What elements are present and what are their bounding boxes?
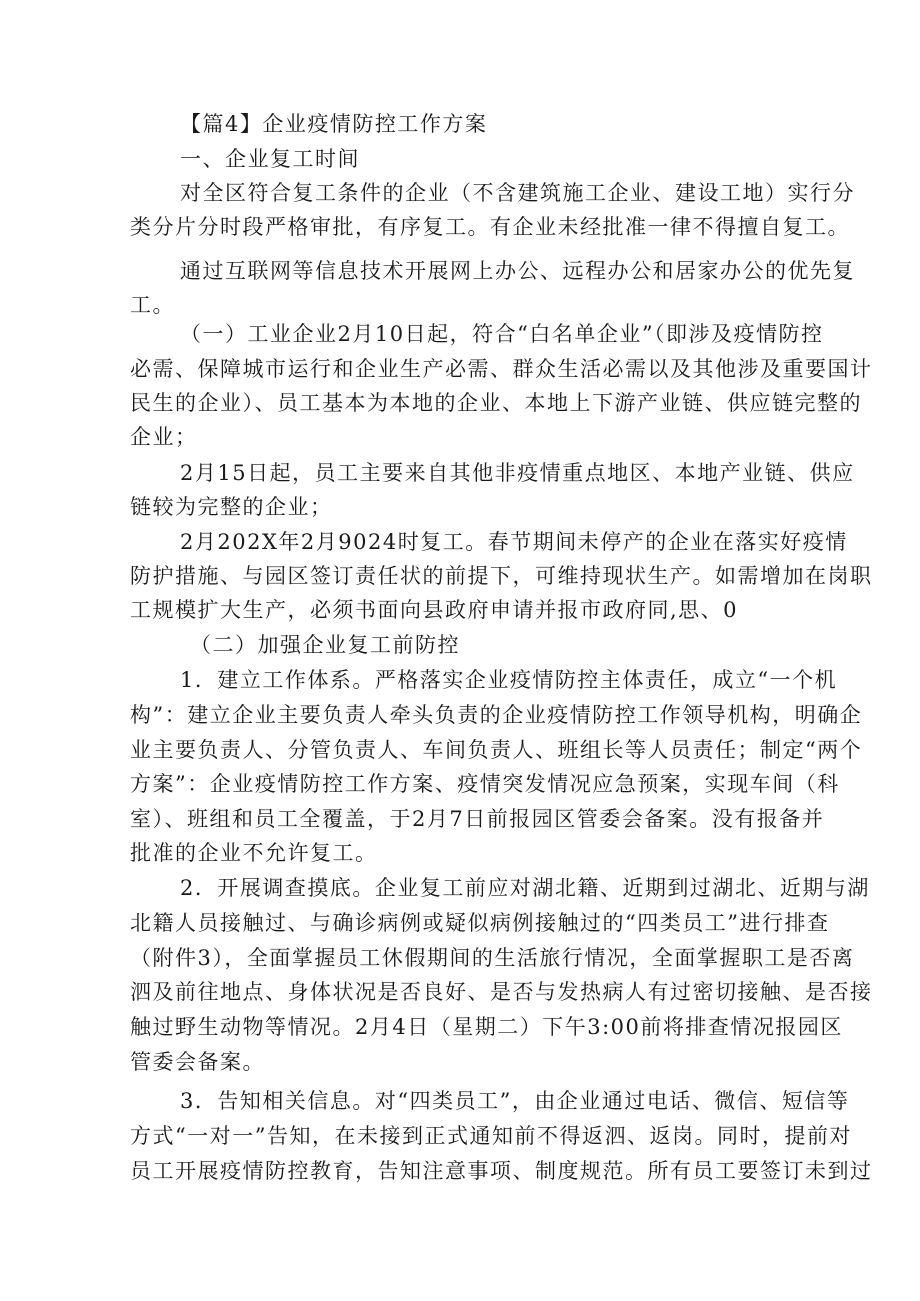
paragraph-line: 企业；: [130, 425, 198, 449]
paragraph-line: 构”：建立企业主要负责人牵头负责的企业疫情防控工作领导机构，明确企: [130, 703, 863, 727]
paragraph-line: （一）工业企业2月10日起，符合“白名单企业”（即涉及疫情防控: [180, 322, 824, 346]
paragraph-line: 方式“一对一”告知，在未接到正式通知前不得返泗、返岗。同时，提前对: [130, 1124, 852, 1148]
paragraph-line: 2．开展调查摸底。企业复工前应对湖北籍、近期到过湖北、近期与湖: [180, 876, 870, 900]
paragraph-line: 方案”：企业疫情防控工作方案、疫情突发情况应急预案，实现车间（科: [130, 772, 840, 796]
paragraph-line: 工。: [130, 293, 175, 317]
paragraph-line: 防护措施、与园区签订责任状的前提下，可维持现状生产。如需增加在岗职: [130, 564, 873, 588]
paragraph-line: 2月15日起，员工主要来自其他非疫情重点地区、本地产业链、供应: [180, 461, 855, 485]
paragraph-line: 室）、班组和员工全覆盖，于2月7日前报园区管委会备案。没有报备并: [130, 807, 825, 831]
paragraph-line: 类分片分时段严格审批，有序复工。有企业未经批准一律不得擅自复工。: [130, 215, 850, 239]
paragraph-line: 链较为完整的企业；: [130, 495, 333, 519]
paragraph-line: 业主要负责人、分管负责人、车间负责人、班组长等人员责任；制定“两个: [130, 738, 863, 762]
paragraph-line: 2月202X年2月9024时复工。春节期间未停产的企业在落实好疫情: [180, 530, 848, 554]
paragraph-line: 泗及前往地点、身体状况是否良好、是否与发热病人有过密切接触、是否接: [130, 980, 873, 1004]
paragraph-line: 管委会备案。: [130, 1050, 265, 1074]
paragraph-line: 必需、保障城市运行和企业生产必需、群众生活必需以及其他涉及重要国计: [130, 357, 873, 381]
paragraph-line: 触过野生动物等情况。2月4日（星期二）下午3:00前将排查情况报园区: [130, 1015, 843, 1039]
document-title: 【篇4】企业疫情防控工作方案: [180, 112, 488, 136]
paragraph-line: 3．告知相关信息。对“四类员工”，由企业通过电话、微信、短信等: [180, 1089, 850, 1113]
paragraph-line: 批准的企业不允许复工。: [130, 841, 378, 865]
paragraph-line: 北籍人员接触过、与确诊病例或疑似病例接触过的“四类员工”进行排查: [130, 911, 830, 935]
paragraph-line: 1．建立工作体系。严格落实企业疫情防控主体责任，成立“一个机: [180, 668, 838, 692]
paragraph-line: 员工开展疫情防控教育，告知注意事项、制度规范。所有员工要签订未到过: [130, 1159, 873, 1183]
section-heading: （二）加强企业复工前防控: [190, 633, 460, 657]
paragraph-line: 通过互联网等信息技术开展网上办公、远程办公和居家办公的优先复: [180, 259, 855, 283]
paragraph-line: 民生的企业）、员工基本为本地的企业、本地上下游产业链、供应链完整的: [130, 391, 862, 415]
paragraph-line: 工规模扩大生产，必须书面向县政府申请并报市政府同,思、0: [130, 598, 739, 622]
section-heading: 一、企业复工时间: [180, 147, 360, 171]
paragraph-line: （附件3），全面掌握员工休假期间的生活旅行情况，全面掌握职工是否离: [130, 946, 855, 970]
paragraph-line: 对全区符合复工条件的企业（不含建筑施工企业、建设工地）实行分: [180, 181, 855, 205]
